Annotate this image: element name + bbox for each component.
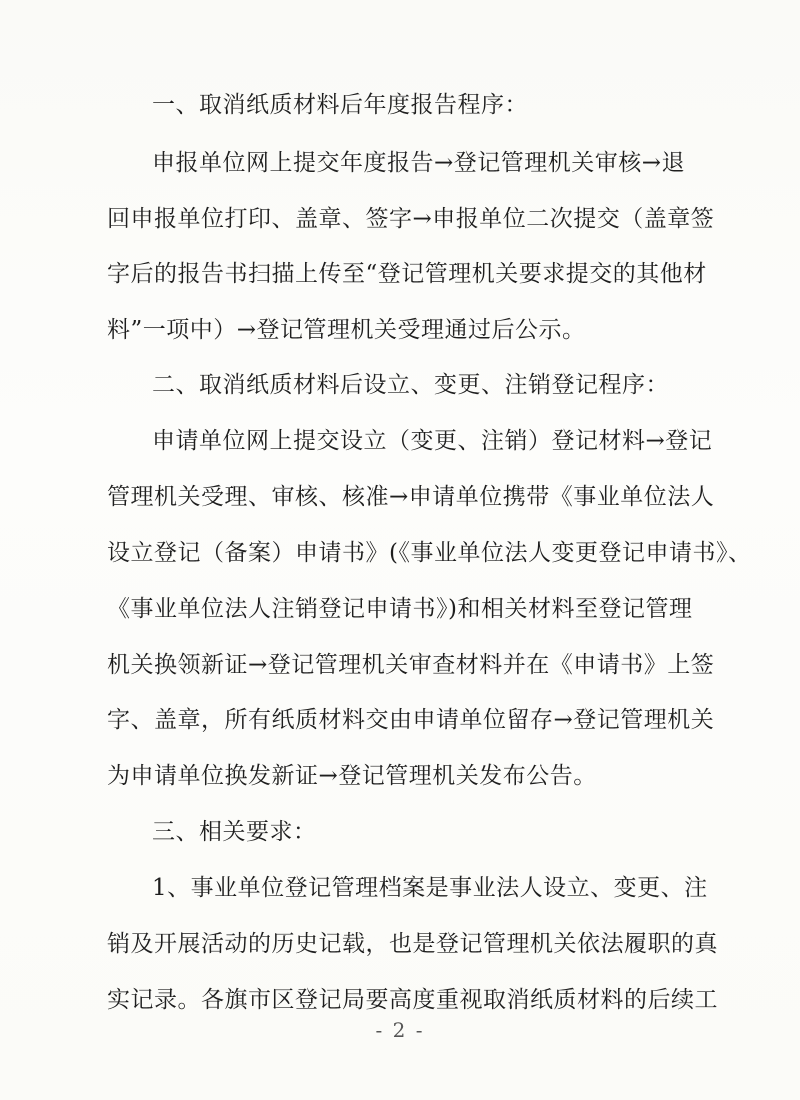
paragraph-line: 1、事业单位登记管理档案是事业法人设立、变更、注	[152, 875, 708, 901]
paragraph-line: 料”一项中）→登记管理机关受理通过后公示。	[107, 317, 586, 343]
section-3-heading: 三、相关要求：	[152, 819, 317, 845]
paragraph-line: 字、盖章，所有纸质材料交由申请单位留存→登记管理机关	[107, 707, 715, 733]
paragraph-line: 申报单位网上提交年度报告→登记管理机关审核→退	[152, 150, 686, 176]
section-2-heading: 二、取消纸质材料后设立、变更、注销登记程序：	[152, 372, 669, 398]
section-1-heading: 一、取消纸质材料后年度报告程序：	[152, 92, 528, 118]
paragraph-line: 为申请单位换发新证→登记管理机关发布公告。	[107, 763, 597, 789]
paragraph-line: 机关换领新证→登记管理机关审查材料并在《申请书》上签	[107, 652, 715, 678]
page-number: - 2 -	[375, 1018, 425, 1042]
paragraph-line: 实记录。各旗市区登记局要高度重视取消纸质材料的后续工	[107, 987, 718, 1013]
paragraph-line: 管理机关受理、审核、核准→申请单位携带《事业单位法人	[107, 484, 715, 510]
paragraph-line: 设立登记（备案）申请书》(《事业单位法人变更登记申请书》、	[107, 540, 752, 566]
paragraph-line: 销及开展活动的历史记载，也是登记管理机关依法履职的真	[107, 931, 718, 957]
paragraph-line: 《事业单位法人注销登记申请书》)和相关材料至登记管理	[107, 596, 693, 622]
paragraph-line: 字后的报告书扫描上传至“登记管理机关要求提交的其他材	[107, 261, 707, 287]
paragraph-line: 申请单位网上提交设立（变更、注销）登记材料→登记	[152, 428, 713, 454]
paragraph-line: 回申报单位打印、盖章、签字→申报单位二次提交（盖章签	[107, 206, 715, 232]
